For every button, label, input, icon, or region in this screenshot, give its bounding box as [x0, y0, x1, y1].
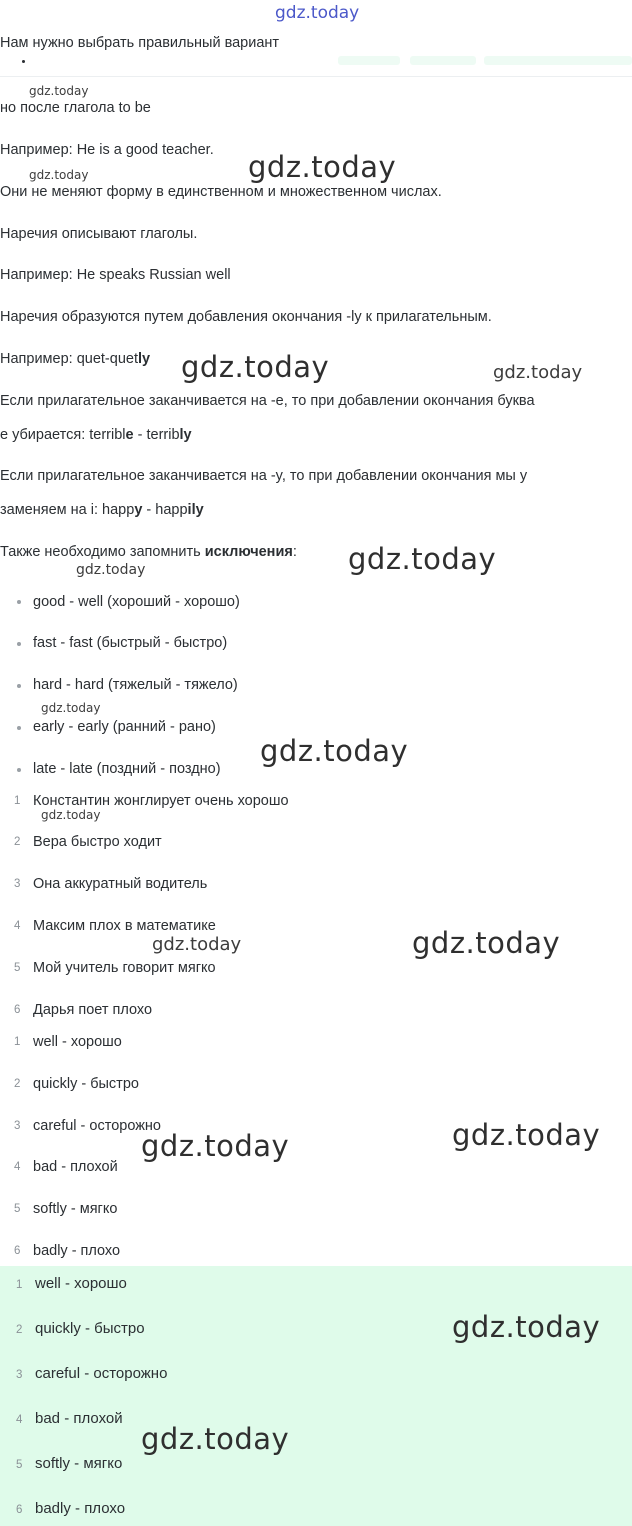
rule-1-line-1: Если прилагательное заканчивается на -e, то при добавлении окончания буква: [0, 393, 535, 409]
list-item: hard - hard (тяжелый - тяжело): [33, 677, 238, 693]
bullet-icon: [17, 600, 21, 604]
list-number: 1: [14, 795, 21, 807]
intro-line-4: Наречия описывают глаголы.: [0, 226, 198, 242]
exceptions-heading-bold: исключения: [204, 544, 293, 560]
list-item: bad - плохой: [33, 1159, 118, 1175]
faint-bar: [410, 56, 476, 65]
list-item: Максим плох в математике: [33, 918, 216, 934]
intro-line-1: Нам нужно выбрать правильный вариант: [0, 35, 280, 51]
list-item: bad - плохой: [35, 1410, 123, 1427]
intro-line-5: Наречия образуются путем добавления окончания -ly к прилагательным.: [0, 309, 492, 325]
list-number: 5: [16, 1459, 23, 1471]
rule-2-bold-a: y: [134, 502, 143, 518]
list-number: 4: [16, 1414, 23, 1426]
list-item: fast - fast (быстрый - быстро): [33, 635, 228, 651]
watermark-medium: gdz.today: [152, 934, 242, 955]
watermark-large: gdz.today: [248, 150, 397, 184]
list-number: 1: [14, 1036, 21, 1048]
bullet-icon: [17, 768, 21, 772]
list-item: early - early (ранний - рано): [33, 719, 216, 735]
example-3-bold: ly: [137, 351, 151, 367]
list-item: Вера быстро ходит: [33, 834, 162, 850]
stray-dot: [22, 60, 25, 63]
list-number: 6: [16, 1504, 23, 1516]
watermark-small: gdz.today: [29, 84, 89, 98]
watermark-large: gdz.today: [452, 1310, 601, 1344]
watermark-small: gdz.today: [76, 562, 146, 578]
exceptions-heading: [0, 543, 297, 561]
rule-2-line-1: Если прилагательное заканчивается на -y, то при добавлении окончания мы y: [0, 468, 528, 484]
list-item: softly - мягко: [35, 1455, 123, 1472]
list-item: quickly - быстро: [33, 1076, 139, 1092]
list-number: 1: [16, 1279, 23, 1291]
list-number: 2: [14, 836, 21, 848]
rule-2-bold-b: ily: [187, 502, 204, 518]
list-item: Дарья поет плохо: [33, 1002, 153, 1018]
watermark-large: gdz.today: [348, 542, 497, 576]
list-item: late - late (поздний - поздно): [33, 761, 221, 777]
rule-1-bold-a: e: [125, 427, 134, 443]
watermark-large: gdz.today: [452, 1118, 601, 1152]
bullet-icon: [17, 726, 21, 730]
watermark-small: gdz.today: [41, 808, 101, 822]
list-number: 2: [14, 1078, 21, 1090]
list-item: well - хорошо: [35, 1275, 127, 1292]
rule-2-text-a: заменяем на i: happ: [0, 502, 135, 518]
list-item: badly - плохо: [33, 1243, 121, 1259]
intro-line-2: но после глагола to be: [0, 100, 151, 116]
list-number: 3: [16, 1369, 23, 1381]
watermark-large: gdz.today: [412, 926, 561, 960]
list-item: good - well (хороший - хорошо): [33, 594, 240, 610]
bullet-icon: [17, 684, 21, 688]
example-3: [0, 350, 150, 368]
list-item: Она аккуратный водитель: [33, 876, 208, 892]
list-item: careful - осторожно: [35, 1365, 168, 1382]
list-item: softly - мягко: [33, 1201, 118, 1217]
list-number: 4: [14, 920, 21, 932]
list-number: 5: [14, 962, 21, 974]
rule-1-bold-b: ly: [179, 427, 192, 443]
rule-2-line-2: [0, 501, 204, 519]
list-item: Константин жонглирует очень хорошо: [33, 793, 289, 809]
watermark-large: gdz.today: [260, 734, 409, 768]
divider: [0, 76, 632, 77]
faint-bar: [338, 56, 400, 65]
top-watermark: gdz.today: [275, 3, 360, 23]
list-item: quickly - быстро: [35, 1320, 145, 1337]
list-number: 5: [14, 1203, 21, 1215]
example-1: Например: He is a good teacher.: [0, 142, 214, 158]
watermark-small: gdz.today: [29, 168, 89, 182]
list-number: 3: [14, 1120, 21, 1132]
watermark-small: gdz.today: [41, 701, 101, 715]
rule-1-text-b: - terrib: [133, 427, 180, 443]
bullet-icon: [17, 642, 21, 646]
list-number: 6: [14, 1245, 21, 1257]
watermark-large: gdz.today: [141, 1422, 290, 1456]
list-item: well - хорошо: [33, 1034, 122, 1050]
exceptions-heading-text: Также необходимо запомнить: [0, 544, 205, 560]
faint-bar: [484, 56, 632, 65]
intro-line-3: Они не меняют форму в единственном и множественном числах.: [0, 184, 442, 200]
list-number: 2: [16, 1324, 23, 1336]
watermark-large: gdz.today: [141, 1129, 290, 1163]
list-number: 6: [14, 1004, 21, 1016]
list-item: Мой учитель говорит мягко: [33, 960, 216, 976]
example-2: Например: He speaks Russian well: [0, 267, 231, 283]
rule-1-text-a: e убирается: terribl: [0, 427, 126, 443]
rule-2-text-b: - happ: [142, 502, 188, 518]
list-number: 3: [14, 878, 21, 890]
example-3-text: Например: quet-quet: [0, 351, 138, 367]
exceptions-heading-colon: :: [292, 544, 297, 560]
answer-box: [0, 1266, 632, 1526]
list-item: careful - осторожно: [33, 1118, 162, 1134]
rule-1-line-2: [0, 426, 192, 444]
list-number: 4: [14, 1161, 21, 1173]
watermark-medium: gdz.today: [493, 362, 583, 383]
list-item: badly - плохо: [35, 1500, 126, 1517]
watermark-large: gdz.today: [181, 350, 330, 384]
